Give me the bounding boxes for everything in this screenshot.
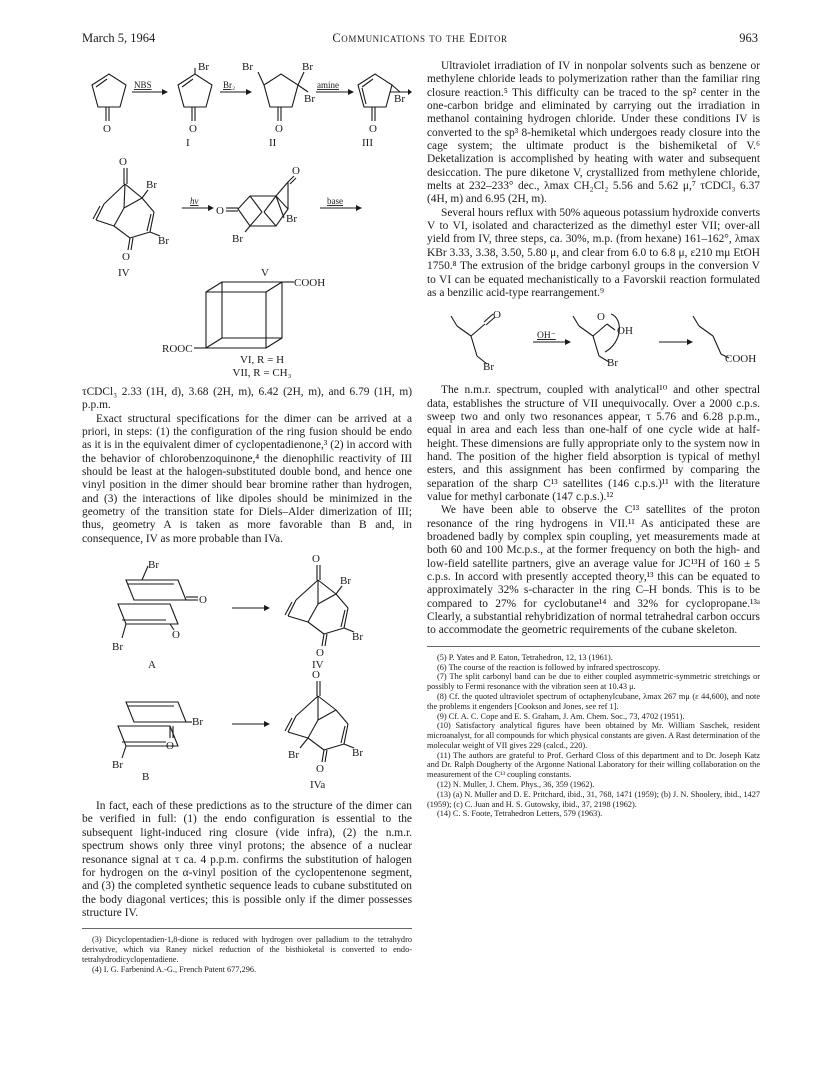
svg-text:Br: Br: [607, 357, 618, 370]
compound-iva-structure: [285, 669, 363, 791]
svg-text:Br: Br: [352, 631, 363, 644]
left-paragraph-predictions: Exact structural specifications for the dimer can be arrived at a priori, in steps: (1) the configuration of the ring fusion should be endo as it is in the equivalent dimer of cyclopentadienone,³ (2) in accord with the behavior of chlorobenzoquinone,⁴ the dienophilic reactivity of III should be least at the halogen-substituted double bond, and hence one vinyl position in the dimer should bear bromine rather than hydrogen, and (3) the interactions of like dipoles should be minimized in the geometry of the transition state for Diels–Alder dimerization of III; thus, geometry A is taken as more favorable than B and, in consequence, IV as more probable than IVa.: [82, 412, 412, 545]
compound-i: [178, 61, 212, 148]
header-page-number: 963: [739, 31, 758, 45]
svg-text:Br: Br: [286, 213, 297, 225]
footnote-8: (8) Cf. the quoted ultraviolet spectrum of octaphenylcubane, λmax 267 mμ (ε 44,600), and note the problems it engenders [Cookson and Jones, see ref 1].: [427, 691, 760, 711]
scheme-bromination: [82, 60, 412, 148]
scheme-cage-closure: [82, 156, 412, 356]
header-date: March 5, 1964: [82, 31, 156, 45]
footnote-3: (3) Dicyclopentadien-1,8-dione is reduced with hydrogen over palladium to the tetrahydro derivative, which via Raney nickel reduction of the bisthioketal is converted to endo-tetrahydrodicyclopentadiene.: [82, 935, 412, 964]
scheme-transition-states: [82, 552, 412, 798]
geometry-b: [112, 702, 203, 783]
compound-iii: [358, 74, 405, 148]
svg-text:Br: Br: [340, 575, 351, 588]
footnote-separator-left: [82, 928, 412, 929]
footnote-9: (9) Cf. A. C. Cope and E. S. Graham, J. Am. Chem. Soc., 73, 4702 (1951).: [437, 711, 685, 721]
left-paragraph-verification: In fact, each of these predictions as to the structure of the dimer can be verified in full: (1) the endo configuration is essential to the subsequent light-induced ring closure (vide infra), (2) the n.m.r. spectrum shows only three vinyl protons; the absence of a nuclear resonance signal at τ ca. 4 p.p.m. confirms the substitution of halogen for hydrogen on the α-vinyl position of the cyclopentenone segment, and (3) the completed synthetic sequence leads to cubane substituted on the body diagonal vertices; this is possible only if the dimer possesses structure IV.: [82, 800, 412, 919]
reagent-hydroxide: OH⁻: [537, 331, 556, 342]
svg-text:O: O: [275, 123, 283, 135]
svg-text:O: O: [369, 123, 377, 135]
svg-text:O: O: [316, 647, 324, 660]
svg-text:O: O: [166, 740, 174, 753]
svg-text:Br: Br: [112, 641, 123, 654]
favorskii-reactant: [451, 309, 501, 373]
svg-text:Br: Br: [394, 93, 405, 105]
svg-text:Br: Br: [192, 716, 203, 729]
label-compound-ii: II: [269, 137, 277, 148]
svg-text:Br: Br: [352, 747, 363, 760]
svg-text:Br: Br: [242, 61, 253, 73]
footnote-4: (4) I. G. Farbenind A.-G., French Patent 677,296.: [92, 964, 257, 974]
svg-text:Br: Br: [148, 559, 159, 572]
label-geometry-b: B: [142, 771, 150, 784]
svg-text:O: O: [597, 311, 605, 324]
running-header: [82, 31, 758, 47]
footnote-14: (14) C. S. Foote, Tetrahedron Letters, 579 (1963).: [437, 809, 603, 819]
scheme-favorskii: [427, 306, 760, 380]
cooh-group: COOH: [294, 277, 326, 289]
atom-o: O: [103, 123, 111, 135]
footnote-separator-right: [427, 646, 760, 647]
geometry-a: [112, 559, 207, 671]
label-geometry-a: A: [148, 659, 156, 672]
footnote-7: (7) The split carbonyl band can be due to either coupled asymmetric-symmetric stretchings or possibly to Fermi resonance with the vibration seen at 10.43 μ.: [427, 672, 760, 692]
right-paragraph-structure-proof: The n.m.r. spectrum, coupled with analytical¹⁰ and other spectral data, establishes the structure of VII unequivocally. Over a 2000 c.p.s. sweep two and only two resonances appear, τ 5.76 and 6.28 p.p.m., equal in area and each less than one-half of one cycle wide at half-height. These dimensions are fully appropriate only to the system now in hand. The position of the higher field absorption is typical of methyl esters, and this assignment has been confirmed by comparing the separation of the sharp C¹³ satellites (146 c.p.s.)¹¹ with the literature value for methyl carbonate (147 c.p.s.).¹²: [427, 384, 760, 503]
carboxyl-group: COOH: [725, 353, 757, 366]
svg-text:O: O: [119, 156, 127, 168]
cubane-captions: [112, 354, 412, 380]
footnote-10: (10) Satisfactory analytical figures have been obtained by Mr. William Saschek, resident microanalyst, for all compounds for which physical constants are given. A Rast determination of the molecular weight of VII gives 229 (calcd., 220).: [427, 721, 760, 750]
label-compound-iv: IV: [118, 267, 130, 279]
compound-cyclopentenone: [92, 74, 126, 135]
caption-vi: VI, R = H: [239, 354, 285, 366]
label-compound-iv-repeat: IV: [312, 659, 324, 672]
compound-v-structure: [216, 165, 300, 279]
favorskii-product: [693, 316, 756, 365]
right-paragraph-c13-satellites: We have been able to observe the C¹³ satellites of the proton resonance of the ring hydrogens in VII.¹¹ As anticipated these are broadened badly by complex spin coupling, yet measurements made at both 60 and 100 Mc.p.s., at the former frequency on both the high- and low-field satellite partners, give an average value for JC¹³H of 160 ± 5 c.p.s. In accord with presently accepted theory,¹³ this can be equated to approximately 32% s-character in the ring C–H bonds. This is to be compared to 27% for cyclobutane¹⁴ and 32% for cyclopropane.¹³ᵃ Clearly, a substantial rehybridization of normal tetrahedral carbon occurs to accommodate the geometric requirements of the cubane skeleton.: [427, 504, 760, 637]
caption-vii: VII, R = CH₃: [232, 367, 292, 379]
hydroxy-group: OH: [617, 325, 633, 338]
right-paragraph-hydrolysis: Several hours reflux with 50% aqueous potassium hydroxide converts V to VI, isolated and characterized as the dimethyl ester VII; over-all yield from IV, three steps, ca. 30%, m.p. (from hexane) 161–162°, λmax KBr 3.33, 3.38, 3.50, 5.80 μ, and clear from 6.0 to 6.8 μ, ε210 mμ EtOH 1750.⁸ The extrusion of the bridge carbonyl groups in the conversion V to VI can be equated mechanistically to a Favorskii reaction formulated as a benzilic acid-type rearrangement.⁹: [427, 206, 760, 299]
svg-text:Br: Br: [112, 759, 123, 772]
header-journal-section: Communications to the Editor: [332, 31, 508, 45]
svg-text:O: O: [172, 629, 180, 642]
compound-iv-repeat: [285, 553, 363, 671]
compound-ii: [242, 61, 315, 148]
favorskii-intermediate: [573, 311, 633, 369]
svg-text:O: O: [312, 553, 320, 566]
svg-text:O: O: [316, 763, 324, 776]
svg-text:Br: Br: [483, 361, 494, 374]
svg-text:Br: Br: [146, 179, 157, 191]
svg-text:O: O: [199, 594, 207, 607]
footnote-5: (5) P. Yates and P. Eaton, Tetrahedron, 12, 13 (1961).: [437, 652, 613, 662]
left-column: [82, 60, 412, 974]
svg-text:Br: Br: [304, 93, 315, 105]
svg-text:O: O: [122, 251, 130, 263]
label-compound-iii: III: [362, 137, 373, 148]
svg-text:Br: Br: [302, 61, 313, 73]
svg-text:Br: Br: [288, 749, 299, 762]
svg-text:Br: Br: [158, 235, 169, 247]
left-paragraph-nmr: τCDCl₃ 2.33 (1H, d), 3.68 (2H, m), 6.42 (2H, m), and 6.79 (1H, m) p.p.m.: [82, 386, 412, 412]
compound-iv-structure: [93, 156, 169, 279]
svg-text:Br: Br: [232, 233, 243, 245]
reagent-br2: Br₂: [223, 80, 236, 90]
svg-text:O: O: [312, 669, 320, 682]
footnote-12: (12) N. Muller, J. Chem. Phys., 36, 359 (1962).: [437, 780, 595, 790]
svg-text:Br: Br: [198, 61, 209, 73]
footnote-11: (11) The authors are grateful to Prof. Gerhard Closs of this department and to Dr. Joseph Katz and Dr. Ralph Dougherty of the Argonne National Laboratory for their willing collaboration on the measurement of the C¹³ coupling constants.: [427, 750, 760, 780]
rooc-group: ROOC: [162, 343, 193, 355]
reagent-nbs: NBS: [134, 80, 152, 90]
footnote-13: (13) (a) N. Muller and D. E. Pritchard, ibid., 31, 768, 1471 (1959); (b) J. N. Shoolery, ibid., 1427 (1959); (c) C. Juan and H. S. Gutowsky, ibid., 37, 2198 (1962).: [427, 789, 760, 809]
reagent-hv: hν: [190, 196, 199, 206]
svg-text:O: O: [189, 123, 197, 135]
right-column: [427, 60, 760, 819]
svg-text:O: O: [292, 165, 300, 177]
label-compound-iva: IVa: [310, 779, 326, 792]
reagent-base: base: [327, 196, 343, 206]
label-compound-v: V: [261, 267, 269, 279]
cubane-dicarboxylate-structure: [162, 277, 325, 355]
svg-text:O: O: [216, 205, 224, 217]
reagent-amine: amine: [317, 80, 339, 90]
label-compound-i: I: [186, 137, 190, 148]
svg-text:O: O: [493, 309, 501, 322]
right-paragraph-irradiation: Ultraviolet irradiation of IV in nonpolar solvents such as benzene or methylene chloride leads to polymerization rather than the familiar ring closure reaction.⁵ This difficulty can be traced to the sp² center in the one-carbon bridge and eliminated by carrying out the irradiation in methanol containing hydrogen chloride. Under these conditions IV is converted to the sp³ 8-hemiketal which undergoes ready closure into the cage system; the ultimate product is the bishemiketal of V.⁶ Deketalization is accomplished by heating with water and subsequent desiccation. The pure diketone V, crystallized from methylene chloride, melts at 232–233° dec., λmax CH₂Cl₂ 5.56 and 5.62 μ,⁷ τCDCl₃ 6.37 (4H, m) and 6.95 (2H, m).: [427, 60, 760, 206]
footnote-6: (6) The course of the reaction is followed by infrared spectroscopy.: [437, 662, 661, 672]
